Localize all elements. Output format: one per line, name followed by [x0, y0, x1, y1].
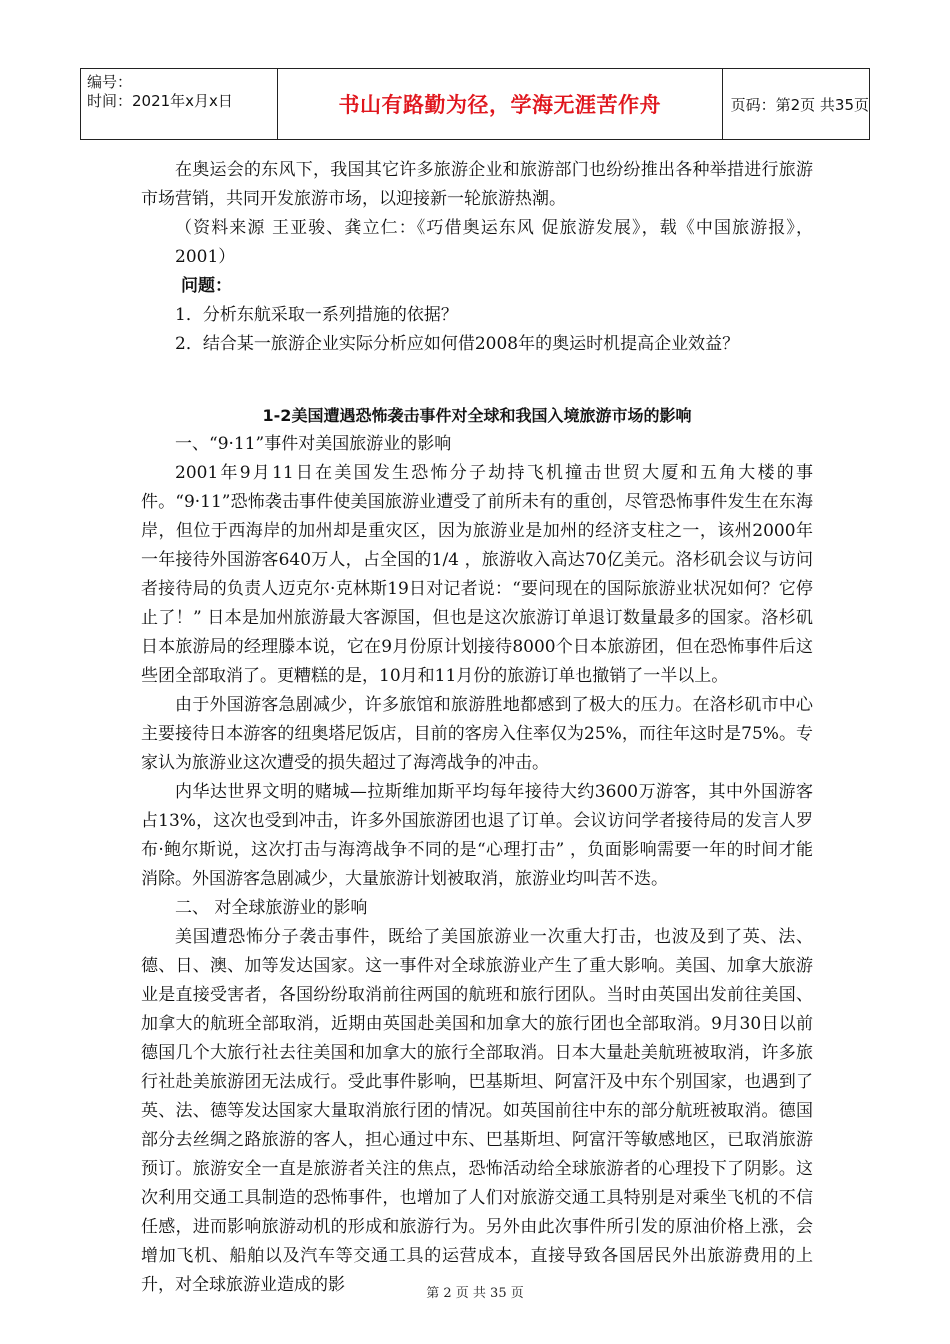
page-info: 页码：第2页 共35页: [730, 95, 869, 114]
heading-2: 二、 对全球旅游业的影响: [175, 898, 368, 918]
header-motto-cell: [278, 69, 723, 139]
page-footer: 第 2 页 共 35 页: [426, 1286, 524, 1301]
section-title: 1-2美国遭遇恐怖袭击事件对全球和我国入境旅游市场的影响: [262, 406, 692, 425]
questions-label: 问题：: [181, 276, 232, 296]
motto-text: 书山有路勤为径，学海无涯苦作舟: [338, 93, 661, 117]
date-label: 时间：2021年x月x日: [87, 92, 233, 110]
source-citation: （资料来源 王亚骏、龚立仁：《巧借奥运东风 促旅游发展》，载《中国旅游报》，2001）: [175, 218, 813, 267]
paragraph: 在奥运会的东风下，我国其它许多旅游企业和旅游部门也纷纷推出各种举措进行旅游市场营销，共同开发旅游市场，以迎接新一轮旅游热潮。: [141, 160, 813, 209]
section-spacer: [141, 359, 813, 401]
question-2: 2．结合某一旅游企业实际分析应如何借2008年的奥运时机提高企业效益？: [175, 334, 740, 354]
number-label: 编号：: [87, 73, 133, 91]
header-meta: [81, 69, 278, 139]
document-header: [80, 68, 870, 140]
paragraph: 美国遭恐怖分子袭击事件，既给了美国旅游业一次重大打击，也波及到了英、法、德、日、澳、加等发达国家。这一事件对全球旅游业产生了重大影响。美国、加拿大旅游业是直接受害者，各国纷纷取消前往两国的航班和旅行团队。当时由英国出发前往美国、加拿大的航班全部取消，近期由英国赴美国和加拿大的旅行团也全部取消。9月30日以前德国几个大旅行社去往美国和加拿大的旅行全部取消。日本大量赴美航班被取消，许多旅行社赴美旅游团无法成行。受此事件影响，巴基斯坦、阿富汗及中东个别国家，也遇到了英、法、德等发达国家大量取消旅行团的情况。如英国前往中东的部分航班被取消。德国部分去丝绸之路旅游的客人，担心通过中东、巴基斯坦、阿富汗等敏感地区，已取消旅游预订。旅游安全一直是旅游者关注的焦点，恐怖活动给全球旅游者的心理投下了阴影。这次利用交通工具制造的恐怖事件，也增加了人们对旅游交通工具特别是对乘坐飞机的不信任感，进而影响旅游动机的形成和旅游行为。另外由此次事件所引发的原油价格上涨，会增加飞机、船舶以及汽车等交通工具的运营成本，直接导致各国居民外出旅游费用的上升，对全球旅游业造成的影: [141, 927, 813, 1295]
paragraph: 内华达世界文明的赌城—拉斯维加斯平均每年接待大约3600万游客，其中外国游客占13%，这次也受到冲击，许多外国旅游团也退了订单。会议访问学者接待局的发言人罗布·鲍尔斯说，这次打击与海湾战争不同的是“心理打击” ，负面影响需要一年的时间才能消除。外国游客急剧减少，大量旅游计划被取消，旅游业均叫苦不迭。: [141, 782, 813, 889]
paragraph: 由于外国游客急剧减少，许多旅馆和旅游胜地都感到了极大的压力。在洛杉矶市中心主要接待日本游客的纽奥塔尼饭店，目前的客房入住率仅为25%，而往年这时是75%。专家认为旅游业这次遭受的损失超过了海湾战争的冲击。: [141, 695, 813, 773]
paragraph: 2001年9月11日在美国发生恐怖分子劫持飞机撞击世贸大厦和五角大楼的事件。“9·11”恐怖袭击事件使美国旅游业遭受了前所未有的重创，尽管恐怖事件发生在东海岸，但位于西海岸的加州却是重灾区，因为旅游业是加州的经济支柱之一，该州2000年一年接待外国游客640万人，占全国的1/4 ，旅游收入高达70亿美元。洛杉矶会议与访问者接待局的负责人迈克尔·克林斯19日对记者说：“要问现在的国际旅游业状况如何？它停止了！” 日本是加州旅游最大客源国，但也是这次旅游订单退订数量最多的国家。洛杉矶日本旅游局的经理滕本说，它在9月份原计划接待8000个日本旅游团，但在恐怖事件后这些团全部取消了。更糟糕的是，10月和11月份的旅游订单也撤销了一半以上。: [141, 463, 813, 686]
heading-1: 一、“9·11”事件对美国旅游业的影响: [175, 434, 452, 454]
question-1: 1．分析东航采取一系列措施的依据？: [175, 305, 458, 325]
document-body: [141, 156, 813, 1300]
